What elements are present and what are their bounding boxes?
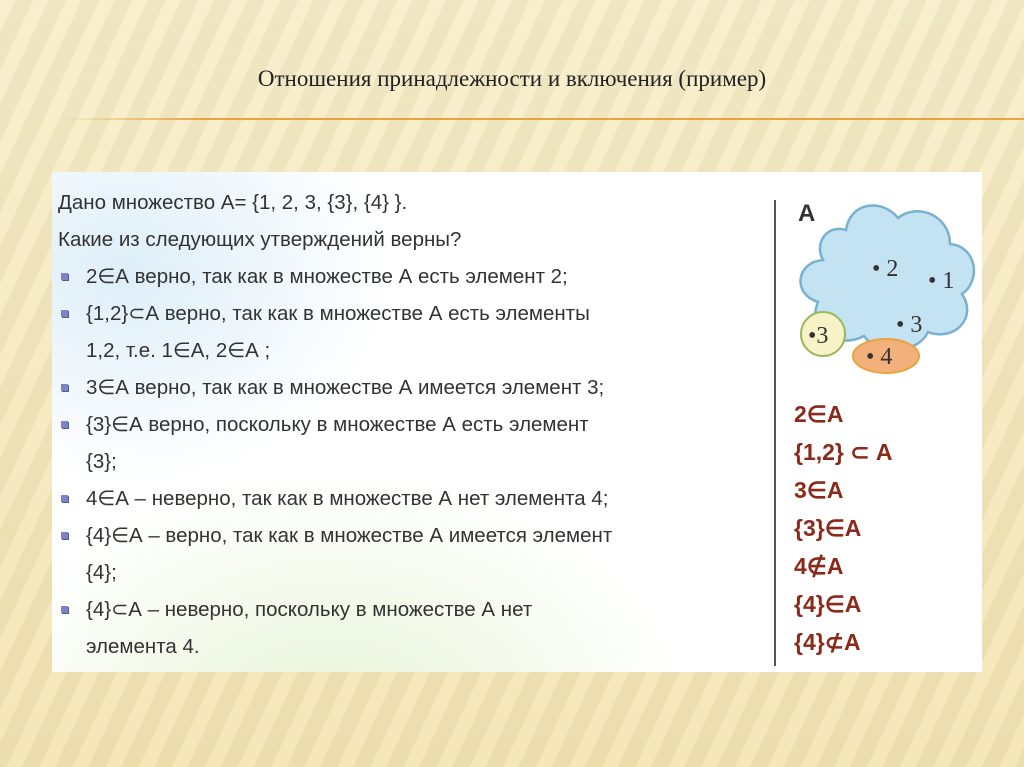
list-item-text: {4}∈А – верно, так как в множестве А имеется элемент: [86, 524, 613, 547]
question-line: Какие из следующих утверждений верны?: [58, 228, 462, 251]
element-set-4: • 4: [866, 344, 893, 370]
content-panel: [52, 172, 982, 672]
list-item-text: 4∈А – неверно, так как в множестве А нет элемента 4;: [86, 487, 609, 510]
summary-item: {1,2} ⊂ А: [794, 439, 893, 465]
element-1: • 1: [928, 268, 955, 294]
bullet-icon: [58, 406, 86, 480]
list-item: [58, 517, 778, 591]
list-item-text: {1,2}⊂А верно, так как в множестве А есть элементы: [86, 302, 590, 325]
list-item: [58, 480, 778, 517]
text-area: [58, 184, 778, 665]
element-2: • 2: [872, 256, 899, 282]
summary-item: {3}∈А: [794, 515, 862, 541]
summary-item: 4∉А: [794, 553, 844, 579]
list-item-text: 2∈А верно, так как в множестве А есть элемент 2;: [86, 265, 568, 288]
list-item-text: {3}∈А верно, поскольку в множестве А есть элемент: [86, 413, 589, 436]
bullet-icon: [58, 295, 86, 369]
bullet-icon: [58, 369, 86, 406]
summary-item: {4}∈А: [794, 591, 862, 617]
summary-item: {4}⊄А: [794, 629, 861, 655]
relations-summary: [794, 395, 974, 661]
vertical-divider: [774, 200, 776, 666]
element-3: • 3: [896, 312, 923, 338]
bullet-icon: [58, 480, 86, 517]
slide-title: Отношения принадлежности и включения (пример): [257, 66, 767, 91]
list-item-text: 3∈А верно, так как в множестве А имеется элемент 3;: [86, 376, 605, 399]
list-item: [58, 295, 778, 369]
summary-item: 3∈А: [794, 477, 844, 503]
list-item-text: {4};: [86, 561, 117, 584]
list-item-text: {3};: [86, 450, 117, 473]
title-divider: [60, 118, 1024, 120]
element-set-3: •3: [808, 323, 829, 349]
list-item: [58, 369, 778, 406]
bullet-icon: [58, 591, 86, 665]
list-item: [58, 406, 778, 480]
summary-item: 2∈А: [794, 401, 844, 427]
list-item-text: 1,2, т.е. 1∈А, 2∈А ;: [86, 339, 271, 362]
list-item: [58, 258, 778, 295]
list-item-text: {4}⊂А – неверно, поскольку в множестве А нет: [86, 598, 533, 621]
list-item: [58, 591, 778, 665]
list-item-text: элемента 4.: [86, 635, 200, 658]
bullet-icon: [58, 258, 86, 295]
given-line: Дано множество А= {1, 2, 3, {3}, {4} }.: [58, 191, 408, 214]
set-a-label: А: [798, 200, 816, 227]
bullet-icon: [58, 517, 86, 591]
